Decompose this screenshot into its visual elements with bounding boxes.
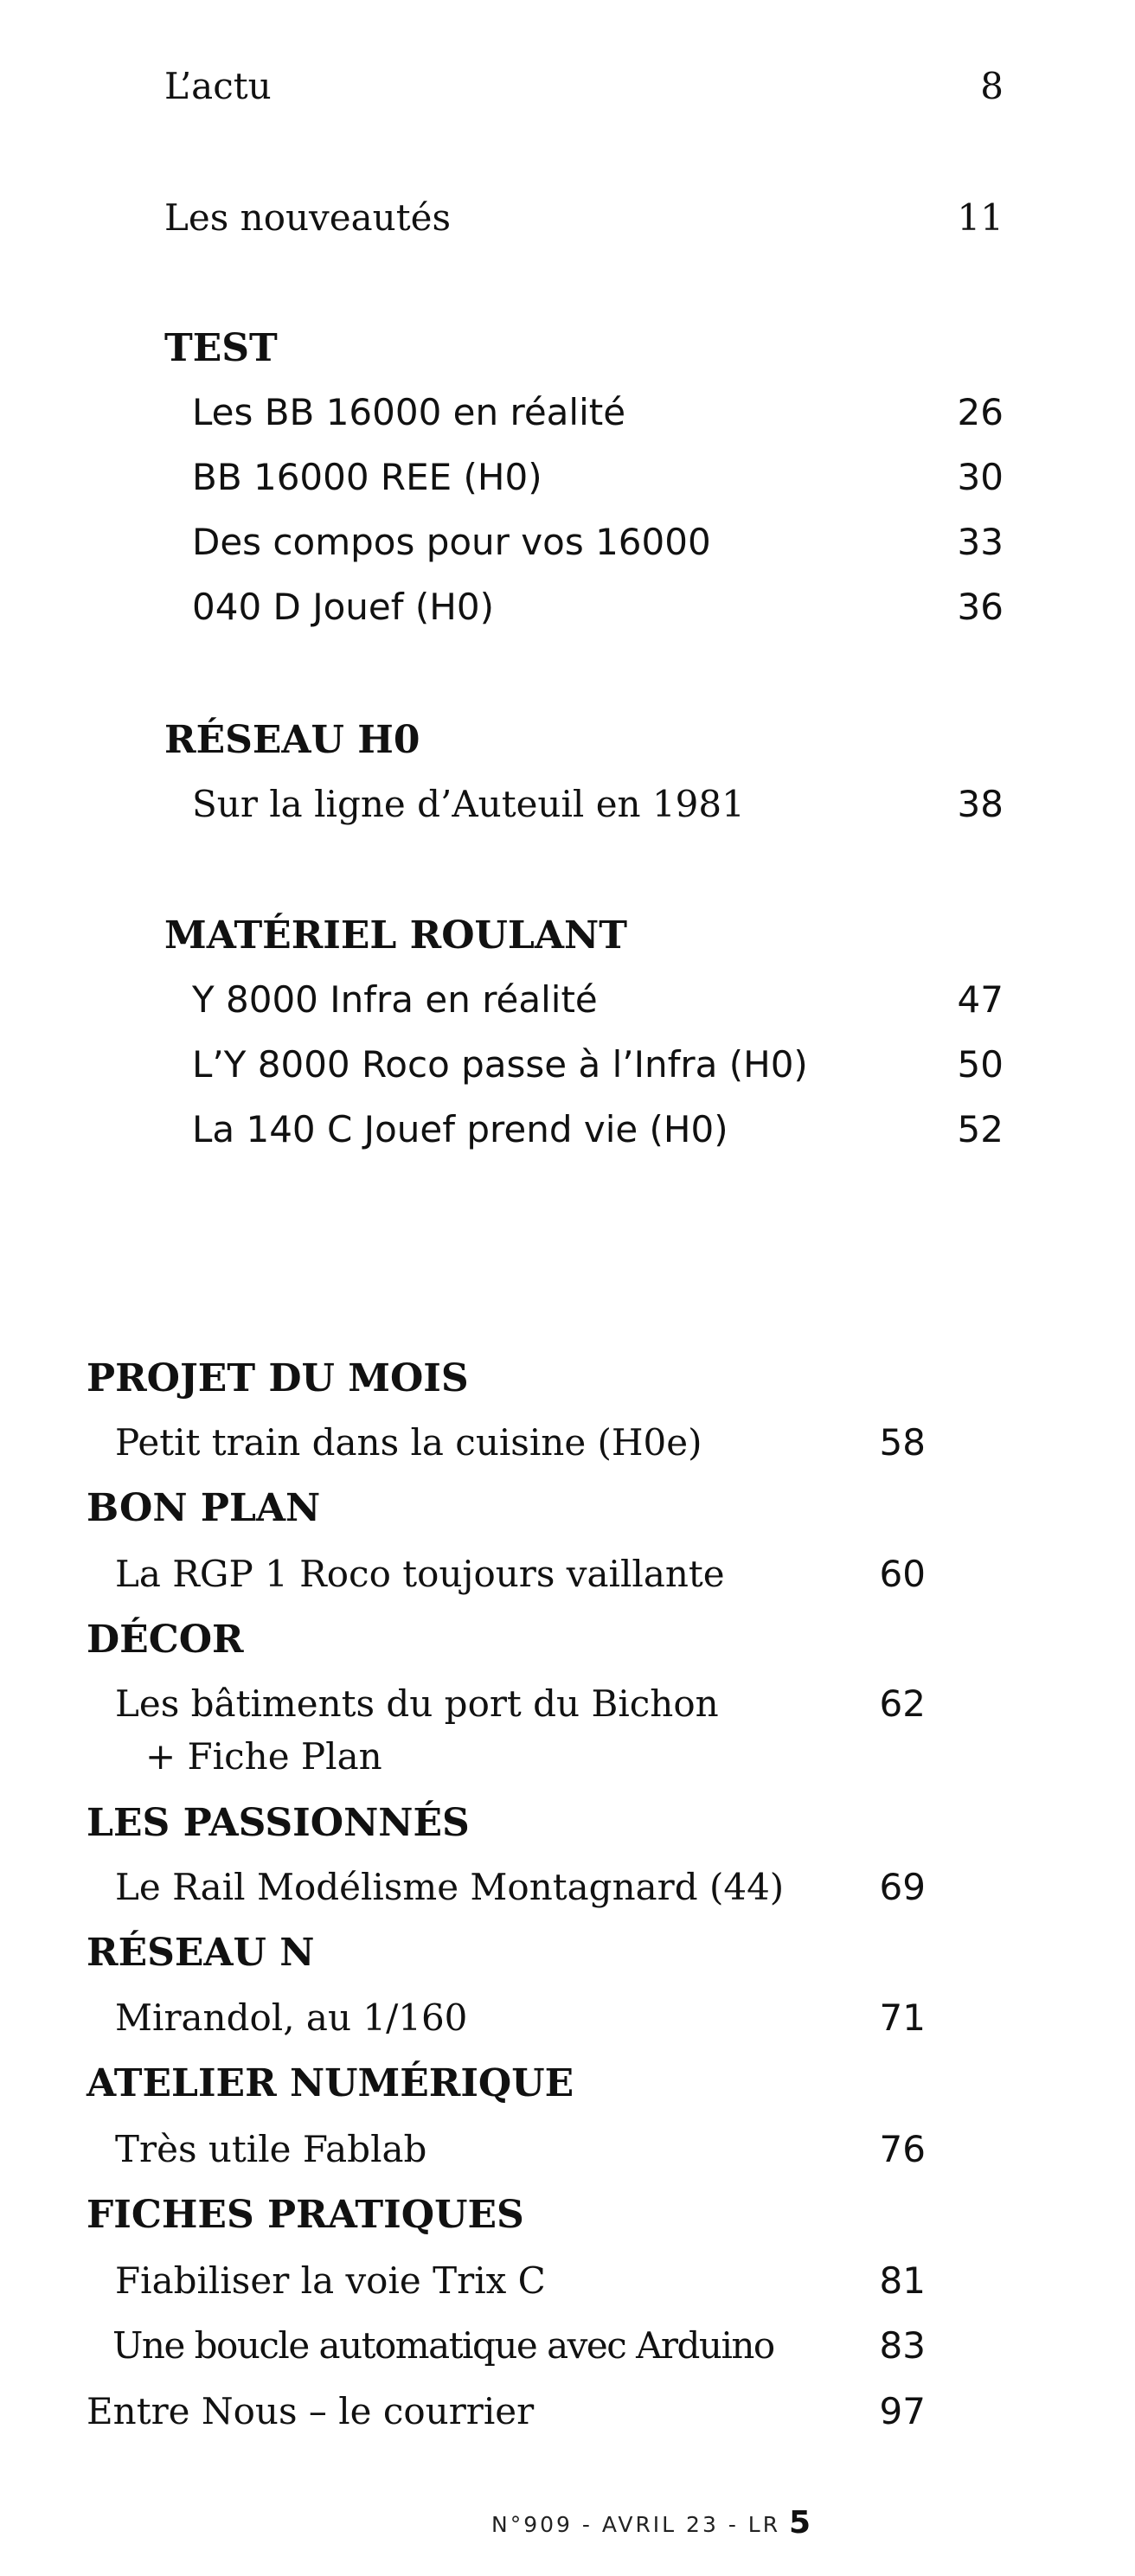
toc-entry-page: 71 — [879, 1996, 926, 2039]
toc-entry-nouveautes-page: 11 — [957, 196, 1004, 239]
toc-entry-page: 52 — [957, 1108, 1004, 1150]
toc-entry-page: 30 — [957, 456, 1004, 498]
toc-entry-label: 040 D Jouef (H0) — [192, 586, 494, 628]
section-heading-projet-du-mois: PROJET DU MOIS — [87, 1356, 469, 1400]
toc-entry-page: 76 — [879, 2128, 926, 2170]
toc-entry-label: Petit train dans la cuisine (H0e) — [115, 1421, 702, 1464]
section-heading-atelier-numerique: ATELIER NUMÉRIQUE — [87, 2061, 574, 2105]
toc-entry-page: 36 — [957, 586, 1004, 628]
toc-entry-nouveautes-label: Les nouveautés — [164, 196, 451, 239]
toc-entry-page: 81 — [879, 2259, 926, 2302]
section-heading-reseau-n: RÉSEAU N — [87, 1931, 315, 1975]
toc-entry-label: L’Y 8000 Roco passe à l’Infra (H0) — [192, 1043, 808, 1086]
toc-entry-page: 58 — [879, 1421, 926, 1464]
toc-entry-page: 60 — [879, 1553, 926, 1595]
toc-entry-page: 47 — [957, 978, 1004, 1021]
section-heading-fiches-pratiques: FICHES PRATIQUES — [87, 2193, 524, 2237]
toc-entry-actu-label: L’actu — [164, 65, 272, 107]
footer-issue-info: N°909 - AVRIL 23 - LR — [491, 2512, 781, 2537]
toc-entry-label: Mirandol, au 1/160 — [115, 1996, 468, 2039]
section-heading-test: TEST — [164, 326, 278, 370]
toc-entry-label: Y 8000 Infra en réalité — [192, 978, 598, 1021]
toc-entry-label: BB 16000 REE (H0) — [192, 456, 542, 498]
toc-entry-actu-page: 8 — [980, 65, 1004, 107]
toc-entry-label: Des compos pour vos 16000 — [192, 521, 711, 563]
section-heading-les-passionnes: LES PASSIONNÉS — [87, 1801, 470, 1845]
toc-entry-page: 38 — [957, 783, 1004, 825]
toc-entry-label: Une boucle automatique avec Arduino — [112, 2324, 774, 2367]
toc-entry-label: La 140 C Jouef prend vie (H0) — [192, 1108, 728, 1150]
section-heading-decor: DÉCOR — [87, 1618, 244, 1662]
toc-entry-label: Le Rail Modélisme Montagnard (44) — [115, 1866, 785, 1908]
toc-entry-label: Les BB 16000 en réalité — [192, 391, 626, 433]
toc-entry-sublabel: + Fiche Plan — [145, 1735, 382, 1778]
toc-entry-label: La RGP 1 Roco toujours vaillante — [115, 1553, 725, 1595]
section-heading-reseau-h0: RÉSEAU H0 — [164, 718, 420, 762]
toc-entry-page: 50 — [957, 1043, 1004, 1086]
section-heading-materiel-roulant: MATÉRIEL ROULANT — [164, 913, 627, 958]
toc-entry-page: 69 — [879, 1866, 926, 1908]
toc-entry-label: Sur la ligne d’Auteuil en 1981 — [192, 783, 745, 825]
section-heading-bon-plan: BON PLAN — [87, 1486, 321, 1530]
toc-entry-page: 26 — [957, 391, 1004, 433]
toc-entry-page: 33 — [957, 521, 1004, 563]
toc-entry-label: Fiabiliser la voie Trix C — [115, 2259, 546, 2302]
toc-entry-page: 62 — [879, 1682, 926, 1725]
toc-entry-entre-nous-label: Entre Nous – le courrier — [87, 2390, 535, 2432]
toc-entry-entre-nous-page: 97 — [879, 2390, 926, 2432]
toc-entry-label: Très utile Fablab — [115, 2128, 427, 2170]
page-number: 5 — [789, 2505, 811, 2541]
toc-entry-page: 83 — [879, 2324, 926, 2367]
toc-entry-label: Les bâtiments du port du Bichon — [115, 1682, 719, 1725]
